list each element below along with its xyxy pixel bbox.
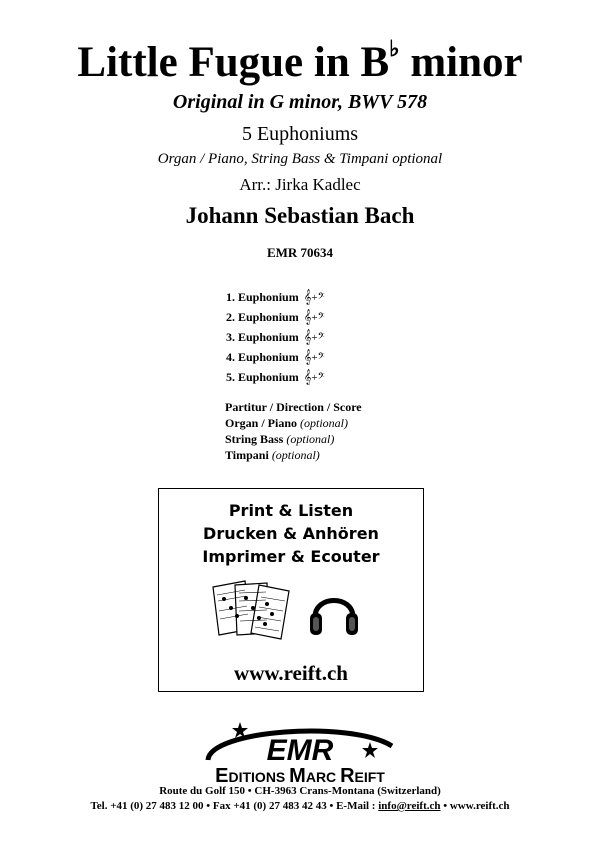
extra-note: (optional) (286, 432, 335, 446)
bass-clef-icon: +𝄢 (311, 312, 325, 324)
part-list-item (226, 289, 325, 305)
treble-clef-icon: 𝄞 (303, 369, 312, 384)
headphones-icon (307, 585, 361, 641)
extra-part-score (225, 399, 362, 415)
catalog-number: EMR 70634 (266, 245, 334, 260)
promo-line-en: Print & Listen (228, 501, 354, 520)
part-list-item (226, 309, 325, 325)
part-label: 3. Euphonium (226, 330, 299, 344)
bass-clef-icon: +𝄢 (311, 372, 325, 384)
instrumentation: 5 Euphoniums (241, 123, 359, 145)
extra-label: Organ / Piano (225, 416, 298, 430)
website-link[interactable]: www.reift.ch (234, 661, 348, 685)
extra-label: String Bass (225, 432, 284, 446)
contact-suffix: • www.reift.ch (440, 800, 510, 812)
part-label: 1. Euphonium (226, 290, 299, 304)
contact-prefix: Tel. +41 (0) 27 483 12 00 • Fax +41 (0) 27 483 42 43 • E-Mail : (90, 800, 379, 812)
treble-clef-icon: 𝄞 (303, 329, 312, 344)
extra-part-timpani (225, 447, 320, 463)
part-list-item (226, 369, 325, 385)
publisher-name: EDITIONS MARC REIFT (215, 765, 385, 786)
promo-line-fr: Imprimer & Ecouter (202, 547, 380, 566)
extra-part-bass (225, 431, 334, 447)
extra-part-organ (225, 415, 348, 431)
title (0, 38, 600, 87)
flat-sign: ♭ (389, 36, 400, 61)
extra-note: (optional) (300, 416, 349, 430)
extra-label: Partitur / Direction / Score (225, 400, 362, 414)
part-label: 5. Euphonium (226, 370, 299, 384)
bass-clef-icon: +𝄢 (311, 332, 325, 344)
print-listen-box[interactable] (158, 488, 424, 692)
treble-clef-icon: 𝄞 (303, 289, 312, 304)
publisher-address: Route du Golf 150 • CH-3963 Crans-Montana (Switzerland) (159, 785, 441, 797)
part-label: 2. Euphonium (226, 310, 299, 324)
title-main: Little Fugue in B (77, 39, 390, 86)
logo-emr-text: EMR (266, 734, 334, 767)
emr-logo (200, 716, 400, 786)
optional-instruments: Organ / Piano, String Bass & Timpani optional (157, 151, 443, 167)
part-list-item (226, 349, 325, 365)
part-list-item (226, 329, 325, 345)
treble-clef-icon: 𝄞 (303, 349, 312, 364)
treble-clef-icon: 𝄞 (303, 309, 312, 324)
email-link[interactable]: info@reift.ch (378, 800, 441, 812)
promo-line-de: Drucken & Anhören (203, 524, 379, 543)
extra-note: (optional) (271, 448, 320, 462)
publisher-contact (0, 800, 600, 812)
subtitle: Original in G minor, BWV 578 (172, 91, 428, 113)
part-label: 4. Euphonium (226, 350, 299, 364)
composer: Johann Sebastian Bach (185, 203, 415, 228)
bass-clef-icon: +𝄢 (311, 292, 325, 304)
extra-label: Timpani (225, 448, 269, 462)
sheet-music-icon (209, 579, 295, 641)
arranger: Arr.: Jirka Kadlec (239, 175, 361, 194)
title-end: minor (399, 39, 523, 86)
bass-clef-icon: +𝄢 (311, 352, 325, 364)
